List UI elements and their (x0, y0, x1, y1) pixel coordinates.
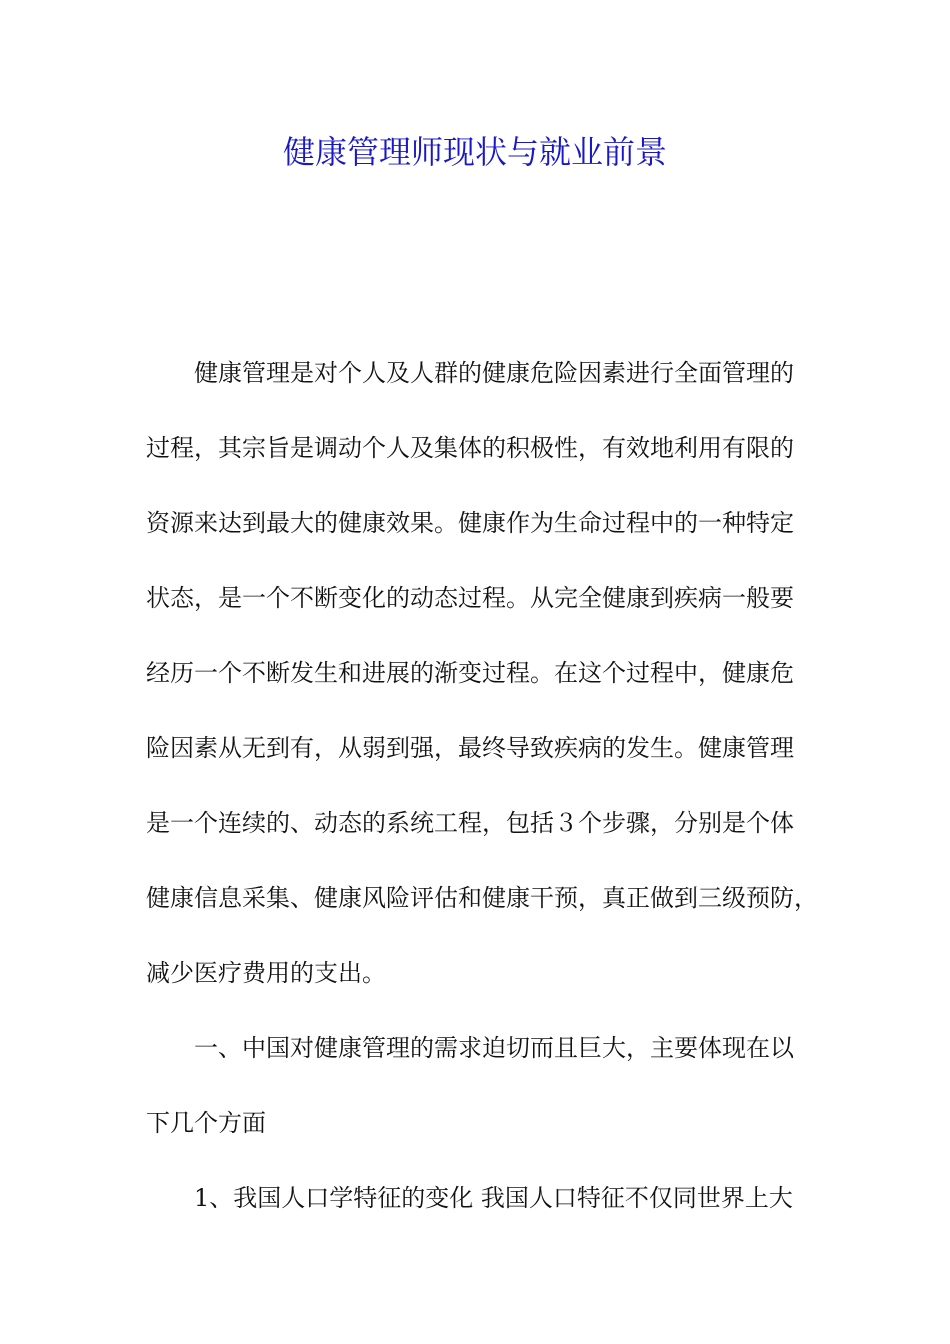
document-title: 健康管理师现状与就业前景 (282, 133, 667, 171)
paragraph-line: 健康管理是对个人及人群的健康危险因素进行全面管理的 (194, 359, 794, 387)
paragraph-line: 过程，其宗旨是调动个人及集体的积极性，有效地利用有限的 (146, 434, 794, 462)
paragraph-line: 资源来达到最大的健康效果。健康作为生命过程中的一种特定 (146, 509, 794, 537)
paragraph-item-one (146, 1161, 808, 1236)
paragraph-line: 减少医疗费用的支出。 (146, 959, 386, 987)
paragraph-line: 是一个连续的、动态的系统工程，包括３个步骤，分别是个体 (146, 809, 794, 837)
paragraph-line: 下几个方面 (146, 1109, 266, 1137)
paragraph-line: 健康信息采集、健康风险评估和健康干预，真正做到三级预防， (146, 884, 818, 912)
paragraph-section-one (146, 1011, 808, 1161)
paragraph-line: 经历一个不断发生和进展的渐变过程。在这个过程中，健康危 (146, 659, 794, 687)
paragraph-line: 一、中国对健康管理的需求迫切而且巨大，主要体现在以 (194, 1034, 794, 1062)
document-body (146, 336, 818, 1236)
paragraph-intro (146, 336, 818, 1011)
paragraph-line: 1、我国人口学特征的变化 我国人口特征不仅同世界上大 (194, 1184, 793, 1212)
paragraph-line: 状态，是一个不断变化的动态过程。从完全健康到疾病一般要 (146, 584, 794, 612)
paragraph-line: 险因素从无到有，从弱到强，最终导致疾病的发生。健康管理 (146, 734, 794, 762)
